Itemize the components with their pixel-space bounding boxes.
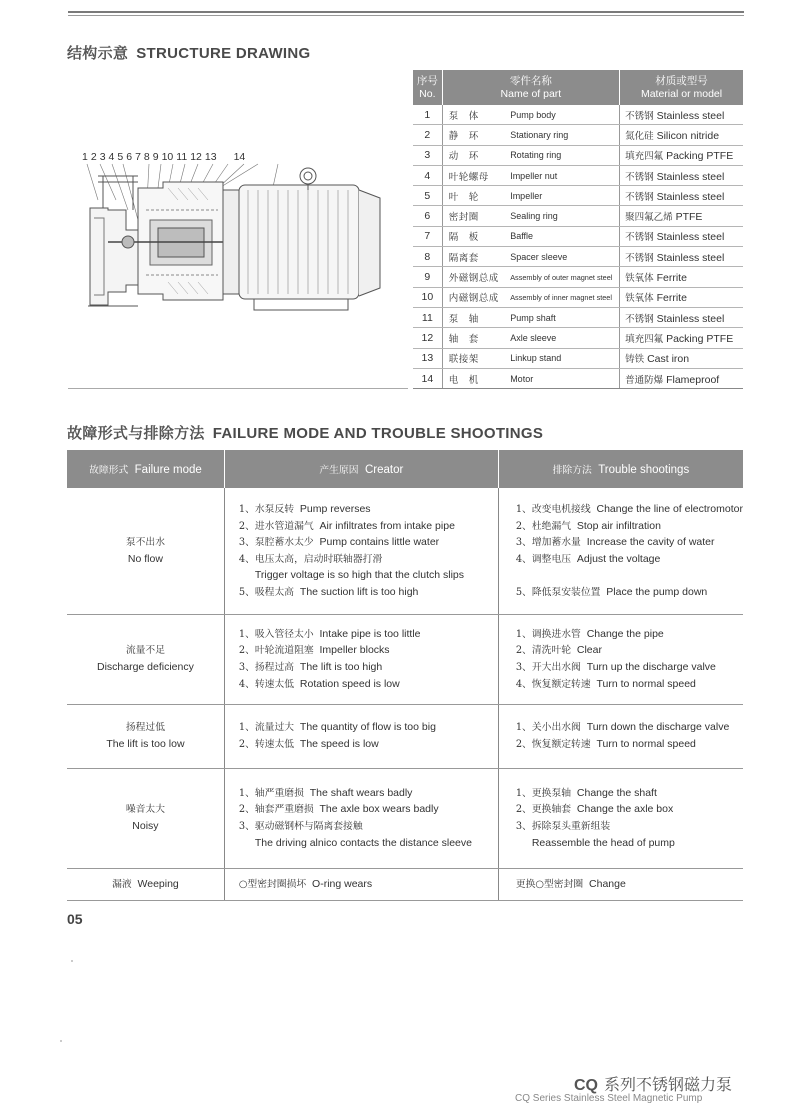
material-en: Stainless steel [656, 190, 725, 203]
cause-line [239, 567, 498, 584]
part-row [413, 287, 743, 307]
fix-line-en: Change the pipe [586, 627, 664, 640]
fix-line-en: Change [589, 877, 626, 890]
material-zh: 填充四氟 [625, 333, 664, 345]
failure-row [67, 614, 743, 704]
part-name-zh: 泵 体 [442, 105, 506, 125]
material-en: Stainless steel [656, 231, 725, 244]
part-name-en: Sealing ring [506, 206, 619, 226]
part-no: 13 [413, 348, 442, 368]
cause-line [239, 501, 498, 518]
header-material: 材质或型号 Material or model [620, 70, 743, 105]
material-zh: 不锈钢 [625, 232, 654, 244]
part-no: 14 [413, 368, 442, 388]
part-name-zh: 轴 套 [442, 328, 506, 348]
part-no: 1 [413, 105, 442, 125]
cause-line [239, 785, 498, 802]
part-name-zh: 内磁钢总成 [442, 287, 506, 307]
header-name: 零件名称 Name of part [442, 70, 619, 105]
creator-cell [224, 768, 498, 868]
part-row [413, 368, 743, 388]
material-en: Cast iron [647, 353, 690, 366]
failure-mode-cell [67, 868, 224, 900]
fix-line-zh: 3、增加蓄水量 [515, 537, 581, 549]
cause-line-en: The axle box wears badly [319, 803, 439, 816]
cause-line-en: Pump contains little water [319, 536, 440, 549]
part-no: 9 [413, 267, 442, 287]
cause-line-en: The shaft wears badly [309, 786, 413, 799]
cause-line [239, 584, 498, 601]
trouble-shooting-cell [498, 868, 743, 900]
cause-line-en: The driving alnico contacts the distance sleeve [254, 836, 472, 849]
brand-footer [574, 1072, 732, 1095]
failure-title-en: FAILURE MODE AND TROUBLE SHOOTINGS [212, 425, 544, 442]
trouble-shooting-cell [498, 488, 743, 614]
cause-line-en: The suction lift is too high [299, 585, 419, 598]
cause-line-zh: 2、转速太低 [238, 739, 295, 750]
material-zh: 普通防爆 [625, 374, 664, 386]
fix-line [516, 801, 743, 818]
part-number-label: 5 [117, 151, 124, 163]
cause-line-zh: ○型密封圈损坏 [238, 878, 307, 890]
mode-en: Noisy [132, 820, 159, 832]
header-failure-mode: 故障形式 Failure mode [67, 450, 224, 488]
fix-line-zh: 更换○型密封圈 [515, 878, 584, 890]
mode-zh: 泵不出水 [125, 536, 166, 548]
cause-line-zh: 1、流量过大 [238, 722, 295, 734]
part-name-en: Motor [506, 368, 619, 388]
fix-line-en: Place the pump down [606, 585, 708, 598]
part-no: 11 [413, 307, 442, 327]
cause-line-en: Rotation speed is low [299, 677, 400, 690]
failure-row [67, 768, 743, 868]
mode-zh: 扬程过低 [125, 722, 166, 733]
cause-line-en: The quantity of flow is too big [299, 721, 436, 734]
part-row [413, 125, 743, 145]
fix-line-zh: 2、清洗叶轮 [515, 645, 572, 657]
cause-line-en: The lift is too high [299, 661, 383, 673]
part-row [413, 267, 743, 287]
material-zh: 不锈钢 [625, 252, 654, 264]
structure-title-en: STRUCTURE DRAWING [136, 45, 311, 62]
fix-line [516, 659, 743, 676]
part-number-label: 6 [126, 151, 133, 163]
top-rule-thin [68, 15, 744, 16]
part-row [413, 226, 743, 246]
header-trouble-shootings: 排除方法 Trouble shootings [498, 450, 743, 488]
part-number-label: 8 [143, 151, 150, 163]
part-name-en: Stationary ring [506, 125, 619, 145]
fix-line-en: Reassemble the head of pump [531, 836, 675, 849]
creator-cell [224, 868, 498, 900]
brand-subtitle-en: CQ Series Stainless Steel Magnetic Pump [515, 1093, 703, 1104]
failure-mode-cell [67, 768, 224, 868]
part-name-zh: 动 环 [442, 145, 506, 165]
cause-line [239, 736, 498, 753]
mode-zh: 漏液 [112, 878, 132, 890]
part-name-zh: 外磁钢总成 [442, 267, 506, 287]
material-zh: 氮化硅 [625, 130, 654, 142]
fix-line-en: Clear [576, 644, 602, 657]
part-name-zh: 叶轮螺母 [442, 165, 506, 185]
material-zh: 铁氧体 [625, 293, 654, 305]
part-name-en: Spacer sleeve [506, 247, 619, 267]
part-material [620, 368, 743, 388]
part-number-label: 9 [152, 151, 159, 163]
fix-line-zh: 2、杜绝漏气 [515, 520, 572, 532]
fix-line-zh: 5、降低泵安装位置 [515, 586, 601, 598]
part-name-zh: 隔 板 [442, 226, 506, 246]
structure-drawing [68, 70, 408, 389]
fix-line-zh: 1、调换进水管 [515, 628, 581, 640]
cause-line-zh: 3、扬程过高 [238, 662, 295, 673]
structure-title-zh: 结构示意 [67, 45, 129, 62]
part-row [413, 348, 743, 368]
top-rule [68, 11, 744, 13]
fix-line [516, 676, 743, 693]
mode-en: Weeping [137, 877, 179, 890]
cause-line [239, 801, 498, 818]
part-material [620, 348, 743, 368]
material-zh: 不锈钢 [625, 110, 654, 122]
part-name-en: Baffle [506, 226, 619, 246]
cause-line [239, 534, 498, 551]
part-number-label: 10 [161, 151, 174, 163]
page-number: 05 [67, 911, 83, 927]
failure-title-zh: 故障形式与排除方法 [67, 425, 205, 442]
part-no: 3 [413, 145, 442, 165]
material-en: Ferrite [656, 272, 687, 285]
part-material [620, 287, 743, 307]
material-zh: 不锈钢 [625, 313, 654, 325]
cause-line-zh: 1、轴严重磨损 [238, 787, 304, 799]
fix-line-zh: 3、拆除泵头重新组装 [515, 821, 611, 832]
failure-table [67, 450, 743, 901]
cause-line-en: The speed is low [299, 738, 379, 750]
cause-line-en: Pump reverses [299, 502, 371, 515]
mode-en: Discharge deficiency [96, 661, 194, 673]
fix-line [516, 719, 743, 736]
cause-line-en: Air infiltrates from intake pipe [319, 519, 455, 532]
cause-line-zh: 3、泵腔蓄水太少 [238, 537, 314, 549]
part-no: 7 [413, 226, 442, 246]
part-material [620, 247, 743, 267]
part-name-en: Assembly of inner magnet steel [506, 287, 619, 307]
part-row [413, 328, 743, 348]
part-name-en: Pump shaft [506, 307, 619, 327]
parts-table-header [413, 70, 743, 105]
material-en: Packing PTFE [666, 150, 734, 163]
failure-row [67, 868, 743, 900]
part-number-label: 7 [135, 151, 141, 163]
cause-line [239, 551, 498, 568]
part-name-en: Rotating ring [506, 145, 619, 165]
part-name-en: Impeller [506, 186, 619, 206]
material-zh: 铸铁 [625, 354, 645, 366]
fix-line-en: Increase the cavity of water [586, 536, 715, 549]
part-name-en: Impeller nut [506, 165, 619, 185]
material-zh: 填充四氟 [625, 151, 664, 163]
part-row [413, 307, 743, 327]
failure-table-header [67, 450, 743, 488]
cause-line-zh: 4、电压太高，启动时联轴器打滑 [238, 553, 383, 565]
material-zh: 不锈钢 [625, 191, 654, 203]
fix-line-zh: 1、关小出水阀 [515, 722, 581, 734]
fix-line-zh: 3、开大出水阀 [515, 662, 581, 673]
creator-cell [224, 704, 498, 768]
fix-line-en: Adjust the voltage [576, 552, 661, 565]
cause-line [239, 818, 498, 835]
part-name-zh: 密封圈 [442, 206, 506, 226]
structure-section-title [67, 42, 310, 63]
part-material [620, 105, 743, 125]
blank-line [516, 567, 743, 584]
part-material [620, 206, 743, 226]
fix-line-zh: 2、更换轴套 [515, 804, 572, 816]
parts-table [413, 70, 743, 389]
mode-zh: 噪音太大 [125, 804, 166, 815]
failure-mode-cell [67, 704, 224, 768]
cause-line [239, 626, 498, 643]
fix-line-en: Change the axle box [576, 803, 674, 816]
cause-line-en: Impeller blocks [319, 644, 390, 657]
cause-line-zh: 4、转速太低 [238, 678, 295, 690]
fix-line-en: Turn up the discharge valve [586, 661, 716, 673]
fix-line-en: Turn to normal speed [596, 738, 696, 750]
fix-line [516, 785, 743, 802]
cause-line [239, 876, 498, 893]
part-no: 5 [413, 186, 442, 206]
cause-line [239, 719, 498, 736]
part-name-zh: 泵 轴 [442, 307, 506, 327]
part-name-en: Pump body [506, 105, 619, 125]
part-number-label: 14 [233, 151, 246, 163]
part-material [620, 307, 743, 327]
part-name-zh: 联接架 [442, 348, 506, 368]
failure-row [67, 488, 743, 614]
material-en: Stainless steel [656, 109, 725, 122]
brand-code: CQ [573, 1077, 598, 1094]
material-en: Flameproof [666, 373, 720, 386]
part-no: 6 [413, 206, 442, 226]
part-material [620, 328, 743, 348]
fix-line-en: Turn to normal speed [596, 677, 696, 690]
fix-line [516, 736, 743, 753]
trouble-shooting-cell [498, 704, 743, 768]
cause-line [239, 676, 498, 693]
fix-line [516, 551, 743, 568]
fix-line-en: Change the shaft [576, 786, 657, 799]
cause-line-en: Intake pipe is too little [319, 627, 421, 640]
part-name-en: Linkup stand [506, 348, 619, 368]
part-row [413, 247, 743, 267]
part-material [620, 165, 743, 185]
material-en: Silicon nitride [656, 129, 720, 142]
cause-line [239, 659, 498, 676]
material-zh: 铁氧体 [625, 273, 654, 285]
trouble-shooting-cell [498, 614, 743, 704]
fix-line [516, 835, 743, 852]
part-no: 10 [413, 287, 442, 307]
part-name-en: Assembly of outer magnet steel [506, 267, 619, 287]
fix-line-zh: 4、调整电压 [515, 553, 572, 565]
part-material [620, 267, 743, 287]
brand-title-zh: 系列不锈钢磁力泵 [603, 1077, 732, 1094]
part-row [413, 165, 743, 185]
fix-line-zh: 1、更换泵轴 [515, 787, 572, 799]
part-no: 4 [413, 165, 442, 185]
cause-line-zh: 2、叶轮流道阻塞 [238, 645, 314, 657]
cause-line-zh: 3、驱动磁钢杯与隔离套接触 [238, 821, 363, 832]
fix-line [516, 518, 743, 535]
cause-line-zh: 2、轴套严重磨损 [238, 804, 314, 816]
fix-line [516, 534, 743, 551]
cause-line-zh: 2、进水管道漏气 [238, 520, 314, 532]
part-number-label: 11 [176, 151, 188, 163]
cause-line-zh: 1、水泵反转 [238, 503, 295, 515]
material-zh: 聚四氟乙烯 [625, 212, 673, 224]
creator-cell [224, 488, 498, 614]
part-material [620, 226, 743, 246]
fix-line [516, 642, 743, 659]
scan-speck [60, 1040, 62, 1042]
cause-line-zh: 5、吸程太高 [238, 586, 295, 598]
failure-mode-cell [67, 614, 224, 704]
material-en: Packing PTFE [666, 332, 734, 345]
creator-cell [224, 614, 498, 704]
fix-line [516, 626, 743, 643]
material-en: Stainless steel [656, 170, 725, 183]
fix-line [516, 876, 743, 893]
part-row [413, 105, 743, 125]
material-en: Ferrite [656, 292, 687, 305]
part-name-zh: 隔离套 [442, 247, 506, 267]
cause-line [239, 835, 498, 852]
part-material [620, 186, 743, 206]
cause-line-en: O-ring wears [312, 877, 373, 890]
part-name-zh: 静 环 [442, 125, 506, 145]
material-zh: 不锈钢 [625, 171, 654, 183]
material-en: Stainless steel [656, 312, 725, 325]
material-en: Stainless steel [656, 251, 725, 264]
fix-line-zh: 2、恢复额定转速 [515, 739, 591, 750]
part-material [620, 145, 743, 165]
part-number-label: 1 [82, 151, 88, 163]
failure-section-title [67, 422, 543, 443]
header-no: 序号 No. [413, 70, 442, 105]
fix-line-en: Turn down the discharge valve [586, 721, 730, 734]
pump-cross-section [68, 70, 408, 388]
header-creator: 产生原因 Creator [224, 450, 498, 488]
fix-line [516, 818, 743, 835]
part-number-label: 12 [190, 151, 202, 163]
part-number-label: 2 [90, 151, 97, 163]
part-no: 12 [413, 328, 442, 348]
failure-row [67, 704, 743, 768]
trouble-shooting-cell [498, 768, 743, 868]
cause-line-en: Trigger voltage is so high that the clutch slips [254, 569, 464, 582]
part-number-label: 4 [108, 151, 115, 163]
part-number-label: 3 [99, 151, 106, 163]
mode-en: No flow [127, 552, 163, 565]
part-no: 8 [413, 247, 442, 267]
material-en: PTFE [675, 211, 703, 224]
fix-line [516, 501, 743, 518]
part-name-en: Axle sleeve [506, 328, 619, 348]
cause-line [239, 642, 498, 659]
fix-line [516, 584, 743, 601]
fix-line-zh: 1、改变电机接线 [515, 503, 591, 515]
part-row [413, 145, 743, 165]
part-name-zh: 电 机 [442, 368, 506, 388]
part-material [620, 125, 743, 145]
part-name-zh: 叶 轮 [442, 186, 506, 206]
mode-en: The lift is too low [106, 738, 185, 750]
part-no: 2 [413, 125, 442, 145]
fix-line-en: Stop air infiltration [576, 519, 661, 532]
mode-zh: 流量不足 [125, 645, 166, 656]
part-row [413, 206, 743, 226]
failure-mode-cell [67, 488, 224, 614]
scan-speck [71, 960, 73, 962]
fix-line-en: Change the line of electromotor [596, 502, 743, 515]
fix-line-zh: 4、恢复额定转速 [515, 678, 591, 690]
cause-line-zh: 1、吸入管径太小 [238, 628, 314, 640]
part-row [413, 186, 743, 206]
part-number-label: 13 [204, 151, 217, 163]
cause-line [239, 518, 498, 535]
